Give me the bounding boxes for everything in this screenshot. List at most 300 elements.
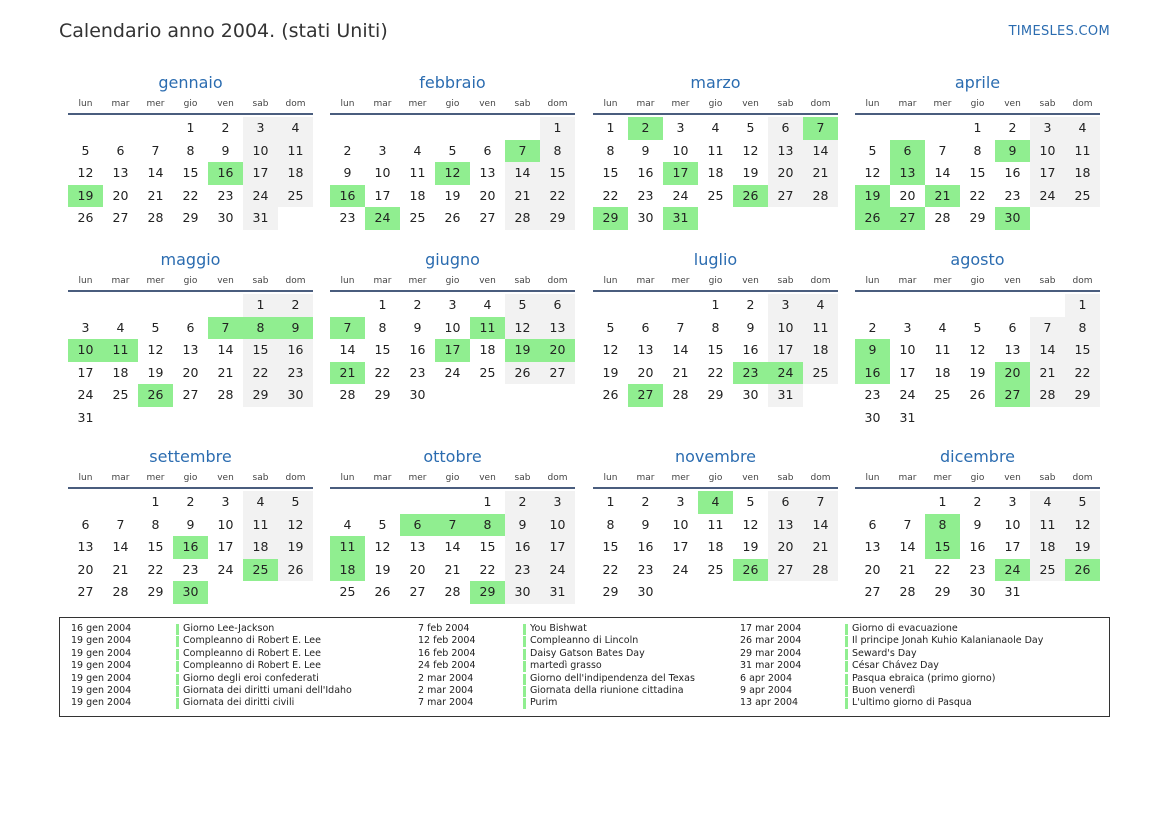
day-cell[interactable]: 4 (278, 117, 313, 140)
day-cell[interactable]: 5 (505, 294, 540, 317)
day-cell[interactable]: 2 (186, 494, 195, 509)
day-cell[interactable]: 18 (112, 364, 129, 380)
day-cell[interactable]: 28 (112, 584, 129, 599)
day-cell[interactable]: 25 (1065, 185, 1100, 208)
day-cell[interactable]: 27 (409, 584, 426, 599)
day-cell[interactable]: 1 (606, 494, 615, 509)
day-cell[interactable]: 20 (540, 339, 575, 362)
day-cell[interactable]: 19 (742, 539, 759, 554)
day-cell[interactable]: 26 (969, 387, 986, 402)
day-cell[interactable]: 11 (707, 142, 724, 158)
day-cell[interactable]: 5 (868, 142, 877, 158)
day-cell[interactable]: 27 (890, 207, 925, 230)
day-cell[interactable]: 10 (899, 342, 916, 357)
day-cell[interactable]: 28 (444, 584, 461, 599)
day-cell[interactable]: 7 (330, 317, 365, 340)
day-cell[interactable]: 19 (1065, 536, 1100, 559)
day-cell[interactable]: 11 (1030, 514, 1065, 537)
day-cell[interactable]: 13 (768, 140, 803, 163)
day-cell[interactable]: 29 (934, 584, 951, 599)
day-cell[interactable]: 13 (864, 539, 881, 554)
day-cell[interactable]: 16 (742, 342, 759, 357)
day-cell[interactable]: 23 (637, 187, 654, 203)
day-cell[interactable]: 6 (81, 516, 90, 532)
day-cell[interactable]: 2 (221, 120, 230, 135)
day-cell[interactable]: 1 (1065, 294, 1100, 317)
day-cell[interactable]: 22 (147, 561, 164, 577)
day-cell[interactable]: 28 (672, 387, 689, 402)
day-cell[interactable]: 15 (540, 162, 575, 185)
day-cell[interactable]: 14 (217, 342, 234, 357)
day-cell[interactable]: 24 (444, 364, 461, 380)
day-cell[interactable]: 10 (374, 165, 391, 180)
day-cell[interactable]: 29 (1065, 384, 1100, 407)
day-cell[interactable]: 20 (899, 187, 916, 203)
day-cell[interactable]: 12 (505, 317, 540, 340)
day-cell[interactable]: 25 (479, 364, 496, 380)
day-cell[interactable]: 8 (973, 142, 982, 158)
day-cell[interactable]: 19 (742, 165, 759, 180)
day-cell[interactable]: 11 (707, 516, 724, 532)
day-cell[interactable]: 3 (676, 494, 685, 509)
day-cell[interactable]: 24 (365, 207, 400, 230)
day-cell[interactable]: 10 (217, 516, 234, 532)
day-cell[interactable]: 12 (1065, 514, 1100, 537)
day-cell[interactable]: 22 (1065, 362, 1100, 385)
day-cell[interactable]: 2 (505, 491, 540, 514)
day-cell[interactable]: 13 (540, 317, 575, 340)
day-cell[interactable]: 3 (903, 319, 912, 335)
day-cell[interactable]: 20 (637, 364, 654, 380)
day-cell[interactable]: 18 (707, 539, 724, 554)
day-cell[interactable]: 7 (505, 140, 540, 163)
day-cell[interactable]: 8 (378, 319, 387, 335)
day-cell[interactable]: 27 (864, 584, 881, 599)
day-cell[interactable]: 4 (938, 319, 947, 335)
day-cell[interactable]: 27 (628, 384, 663, 407)
day-cell[interactable]: 3 (768, 294, 803, 317)
day-cell[interactable]: 24 (768, 362, 803, 385)
day-cell[interactable]: 4 (1065, 117, 1100, 140)
day-cell[interactable]: 20 (864, 561, 881, 577)
day-cell[interactable]: 24 (243, 185, 278, 208)
day-cell[interactable]: 8 (711, 319, 720, 335)
day-cell[interactable]: 3 (1008, 494, 1017, 509)
day-cell[interactable]: 9 (973, 516, 982, 532)
day-cell[interactable]: 14 (505, 162, 540, 185)
day-cell[interactable]: 6 (186, 319, 195, 335)
day-cell[interactable]: 21 (112, 561, 129, 577)
day-cell[interactable]: 26 (505, 362, 540, 385)
day-cell[interactable]: 17 (243, 162, 278, 185)
day-cell[interactable]: 11 (278, 140, 313, 163)
day-cell[interactable]: 20 (768, 536, 803, 559)
day-cell[interactable]: 22 (374, 364, 391, 380)
day-cell[interactable]: 12 (278, 514, 313, 537)
day-cell[interactable]: 15 (602, 165, 619, 180)
day-cell[interactable]: 12 (742, 516, 759, 532)
day-cell[interactable]: 7 (1030, 317, 1065, 340)
day-cell[interactable]: 3 (676, 120, 685, 135)
day-cell[interactable]: 25 (934, 387, 951, 402)
day-cell[interactable]: 26 (733, 185, 768, 208)
day-cell[interactable]: 22 (540, 185, 575, 208)
day-cell[interactable]: 9 (413, 319, 422, 335)
day-cell[interactable]: 16 (409, 342, 426, 357)
day-cell[interactable]: 4 (803, 294, 838, 317)
day-cell[interactable]: 6 (768, 491, 803, 514)
day-cell[interactable]: 24 (77, 387, 94, 402)
day-cell[interactable]: 27 (112, 210, 129, 225)
day-cell[interactable]: 21 (217, 364, 234, 380)
day-cell[interactable]: 20 (112, 187, 129, 203)
day-cell[interactable]: 3 (243, 117, 278, 140)
day-cell[interactable]: 14 (339, 342, 356, 357)
day-cell[interactable]: 6 (540, 294, 575, 317)
day-cell[interactable]: 25 (409, 210, 426, 225)
day-cell[interactable]: 22 (182, 187, 199, 203)
day-cell[interactable]: 10 (444, 319, 461, 335)
day-cell[interactable]: 30 (864, 409, 881, 425)
day-cell[interactable]: 5 (448, 142, 457, 158)
day-cell[interactable]: 15 (602, 539, 619, 554)
day-cell[interactable]: 21 (147, 187, 164, 203)
day-cell[interactable]: 22 (479, 561, 496, 577)
day-cell[interactable]: 13 (409, 539, 426, 554)
day-cell[interactable]: 10 (768, 317, 803, 340)
day-cell[interactable]: 14 (112, 539, 129, 554)
day-cell[interactable]: 28 (147, 210, 164, 225)
day-cell[interactable]: 21 (672, 364, 689, 380)
day-cell[interactable]: 13 (637, 342, 654, 357)
day-cell[interactable]: 23 (505, 559, 540, 582)
day-cell[interactable]: 20 (77, 561, 94, 577)
day-cell[interactable]: 29 (470, 581, 505, 604)
day-cell[interactable]: 10 (1030, 140, 1065, 163)
day-cell[interactable]: 7 (803, 117, 838, 140)
brand-link[interactable]: TIMESLES.COM (1008, 24, 1110, 39)
day-cell[interactable]: 17 (663, 162, 698, 185)
day-cell[interactable]: 5 (973, 319, 982, 335)
day-cell[interactable]: 9 (221, 142, 230, 158)
day-cell[interactable]: 9 (995, 140, 1030, 163)
day-cell[interactable]: 10 (1004, 516, 1021, 532)
day-cell[interactable]: 26 (77, 210, 94, 225)
day-cell[interactable]: 6 (868, 516, 877, 532)
day-cell[interactable]: 27 (995, 384, 1030, 407)
day-cell[interactable]: 15 (243, 339, 278, 362)
day-cell[interactable]: 15 (147, 539, 164, 554)
day-cell[interactable]: 5 (746, 494, 755, 509)
day-cell[interactable]: 24 (899, 387, 916, 402)
day-cell[interactable]: 1 (243, 294, 278, 317)
day-cell[interactable]: 21 (444, 561, 461, 577)
day-cell[interactable]: 31 (768, 384, 803, 407)
day-cell[interactable]: 26 (138, 384, 173, 407)
day-cell[interactable]: 27 (479, 210, 496, 225)
day-cell[interactable]: 29 (969, 210, 986, 225)
day-cell[interactable]: 4 (343, 516, 352, 532)
day-cell[interactable]: 17 (1004, 539, 1021, 554)
day-cell[interactable]: 22 (602, 187, 619, 203)
day-cell[interactable]: 21 (803, 536, 838, 559)
day-cell[interactable]: 7 (938, 142, 947, 158)
day-cell[interactable]: 3 (378, 142, 387, 158)
day-cell[interactable]: 31 (540, 581, 575, 604)
day-cell[interactable]: 17 (1030, 162, 1065, 185)
day-cell[interactable]: 24 (540, 559, 575, 582)
day-cell[interactable]: 13 (77, 539, 94, 554)
day-cell[interactable]: 25 (707, 561, 724, 577)
day-cell[interactable]: 26 (444, 210, 461, 225)
day-cell[interactable]: 23 (637, 561, 654, 577)
day-cell[interactable]: 19 (147, 364, 164, 380)
day-cell[interactable]: 2 (1008, 120, 1017, 135)
day-cell[interactable]: 17 (217, 539, 234, 554)
day-cell[interactable]: 18 (934, 364, 951, 380)
day-cell[interactable]: 26 (278, 559, 313, 582)
day-cell[interactable]: 8 (470, 514, 505, 537)
day-cell[interactable]: 29 (147, 584, 164, 599)
day-cell[interactable]: 26 (733, 559, 768, 582)
day-cell[interactable]: 3 (221, 494, 230, 509)
day-cell[interactable]: 12 (602, 342, 619, 357)
day-cell[interactable]: 2 (343, 142, 352, 158)
day-cell[interactable]: 28 (803, 185, 838, 208)
day-cell[interactable]: 16 (173, 536, 208, 559)
day-cell[interactable]: 9 (641, 516, 650, 532)
day-cell[interactable]: 22 (243, 362, 278, 385)
day-cell[interactable]: 9 (343, 165, 352, 180)
day-cell[interactable]: 30 (995, 207, 1030, 230)
day-cell[interactable]: 25 (243, 559, 278, 582)
day-cell[interactable]: 6 (641, 319, 650, 335)
day-cell[interactable]: 22 (969, 187, 986, 203)
day-cell[interactable]: 7 (803, 491, 838, 514)
day-cell[interactable]: 10 (540, 514, 575, 537)
day-cell[interactable]: 6 (483, 142, 492, 158)
day-cell[interactable]: 18 (330, 559, 365, 582)
day-cell[interactable]: 9 (641, 142, 650, 158)
day-cell[interactable]: 19 (505, 339, 540, 362)
day-cell[interactable]: 23 (409, 364, 426, 380)
day-cell[interactable]: 4 (413, 142, 422, 158)
day-cell[interactable]: 12 (864, 165, 881, 180)
day-cell[interactable]: 1 (938, 494, 947, 509)
day-cell[interactable]: 17 (374, 187, 391, 203)
day-cell[interactable]: 2 (868, 319, 877, 335)
day-cell[interactable]: 17 (672, 539, 689, 554)
day-cell[interactable]: 6 (116, 142, 125, 158)
day-cell[interactable]: 30 (217, 210, 234, 225)
day-cell[interactable]: 30 (505, 581, 540, 604)
day-cell[interactable]: 20 (768, 162, 803, 185)
day-cell[interactable]: 14 (803, 140, 838, 163)
day-cell[interactable]: 25 (803, 362, 838, 385)
day-cell[interactable]: 16 (208, 162, 243, 185)
day-cell[interactable]: 15 (1065, 339, 1100, 362)
day-cell[interactable]: 3 (81, 319, 90, 335)
day-cell[interactable]: 1 (483, 494, 492, 509)
day-cell[interactable]: 14 (672, 342, 689, 357)
day-cell[interactable]: 25 (278, 185, 313, 208)
day-cell[interactable]: 11 (103, 339, 138, 362)
day-cell[interactable]: 1 (711, 297, 720, 312)
day-cell[interactable]: 23 (733, 362, 768, 385)
day-cell[interactable]: 2 (413, 297, 422, 312)
day-cell[interactable]: 15 (182, 165, 199, 180)
day-cell[interactable]: 2 (973, 494, 982, 509)
day-cell[interactable]: 8 (606, 142, 615, 158)
day-cell[interactable]: 14 (934, 165, 951, 180)
day-cell[interactable]: 28 (339, 387, 356, 402)
day-cell[interactable]: 28 (899, 584, 916, 599)
day-cell[interactable]: 14 (899, 539, 916, 554)
day-cell[interactable]: 4 (116, 319, 125, 335)
day-cell[interactable]: 30 (969, 584, 986, 599)
day-cell[interactable]: 12 (147, 342, 164, 357)
day-cell[interactable]: 24 (672, 561, 689, 577)
day-cell[interactable]: 3 (540, 491, 575, 514)
day-cell[interactable]: 2 (628, 117, 663, 140)
day-cell[interactable]: 4 (243, 491, 278, 514)
day-cell[interactable]: 8 (925, 514, 960, 537)
day-cell[interactable]: 12 (969, 342, 986, 357)
day-cell[interactable]: 5 (81, 142, 90, 158)
day-cell[interactable]: 15 (969, 165, 986, 180)
day-cell[interactable]: 14 (1030, 339, 1065, 362)
day-cell[interactable]: 30 (278, 384, 313, 407)
day-cell[interactable]: 19 (68, 185, 103, 208)
day-cell[interactable]: 24 (995, 559, 1030, 582)
day-cell[interactable]: 28 (934, 210, 951, 225)
day-cell[interactable]: 28 (217, 387, 234, 402)
day-cell[interactable]: 26 (374, 584, 391, 599)
day-cell[interactable]: 18 (1030, 536, 1065, 559)
day-cell[interactable]: 25 (112, 387, 129, 402)
day-cell[interactable]: 5 (278, 491, 313, 514)
day-cell[interactable]: 6 (890, 140, 925, 163)
day-cell[interactable]: 27 (540, 362, 575, 385)
day-cell[interactable]: 30 (409, 387, 426, 402)
day-cell[interactable]: 16 (278, 339, 313, 362)
day-cell[interactable]: 16 (637, 165, 654, 180)
day-cell[interactable]: 19 (374, 561, 391, 577)
day-cell[interactable]: 30 (637, 210, 654, 225)
day-cell[interactable]: 16 (855, 362, 890, 385)
day-cell[interactable]: 17 (77, 364, 94, 380)
day-cell[interactable]: 5 (1065, 491, 1100, 514)
day-cell[interactable]: 15 (374, 342, 391, 357)
day-cell[interactable]: 16 (637, 539, 654, 554)
day-cell[interactable]: 23 (182, 561, 199, 577)
day-cell[interactable]: 18 (803, 339, 838, 362)
day-cell[interactable]: 15 (925, 536, 960, 559)
day-cell[interactable]: 8 (151, 516, 160, 532)
day-cell[interactable]: 22 (707, 364, 724, 380)
day-cell[interactable]: 17 (768, 339, 803, 362)
day-cell[interactable]: 25 (1030, 559, 1065, 582)
day-cell[interactable]: 24 (672, 187, 689, 203)
day-cell[interactable]: 27 (768, 559, 803, 582)
day-cell[interactable]: 16 (505, 536, 540, 559)
day-cell[interactable]: 4 (711, 120, 720, 135)
day-cell[interactable]: 26 (602, 387, 619, 402)
day-cell[interactable]: 18 (409, 187, 426, 203)
day-cell[interactable]: 23 (864, 387, 881, 402)
day-cell[interactable]: 29 (602, 584, 619, 599)
day-cell[interactable]: 15 (479, 539, 496, 554)
day-cell[interactable]: 30 (173, 581, 208, 604)
day-cell[interactable]: 19 (969, 364, 986, 380)
day-cell[interactable]: 28 (505, 207, 540, 230)
day-cell[interactable]: 10 (672, 142, 689, 158)
day-cell[interactable]: 6 (400, 514, 435, 537)
day-cell[interactable]: 22 (602, 561, 619, 577)
day-cell[interactable]: 21 (505, 185, 540, 208)
day-cell[interactable]: 3 (448, 297, 457, 312)
day-cell[interactable]: 29 (243, 384, 278, 407)
day-cell[interactable]: 23 (1004, 187, 1021, 203)
day-cell[interactable]: 11 (1065, 140, 1100, 163)
day-cell[interactable]: 7 (435, 514, 470, 537)
day-cell[interactable]: 16 (1004, 165, 1021, 180)
day-cell[interactable]: 20 (182, 364, 199, 380)
day-cell[interactable]: 23 (339, 210, 356, 225)
day-cell[interactable]: 25 (339, 584, 356, 599)
day-cell[interactable]: 21 (1030, 362, 1065, 385)
day-cell[interactable]: 1 (378, 297, 387, 312)
day-cell[interactable]: 2 (641, 494, 650, 509)
day-cell[interactable]: 18 (1065, 162, 1100, 185)
day-cell[interactable]: 31 (1004, 584, 1021, 599)
day-cell[interactable]: 5 (746, 120, 755, 135)
day-cell[interactable]: 29 (707, 387, 724, 402)
day-cell[interactable]: 17 (540, 536, 575, 559)
day-cell[interactable]: 13 (768, 514, 803, 537)
day-cell[interactable]: 10 (68, 339, 103, 362)
day-cell[interactable]: 9 (505, 514, 540, 537)
day-cell[interactable]: 2 (746, 297, 755, 312)
day-cell[interactable]: 9 (186, 516, 195, 532)
day-cell[interactable]: 29 (540, 207, 575, 230)
day-cell[interactable]: 23 (278, 362, 313, 385)
day-cell[interactable]: 30 (637, 584, 654, 599)
day-cell[interactable]: 7 (208, 317, 243, 340)
day-cell[interactable]: 14 (444, 539, 461, 554)
day-cell[interactable]: 1 (606, 120, 615, 135)
day-cell[interactable]: 7 (903, 516, 912, 532)
day-cell[interactable]: 31 (899, 409, 916, 425)
day-cell[interactable]: 20 (995, 362, 1030, 385)
day-cell[interactable]: 8 (606, 516, 615, 532)
day-cell[interactable]: 28 (1030, 384, 1065, 407)
day-cell[interactable]: 18 (479, 342, 496, 357)
day-cell[interactable]: 26 (1065, 559, 1100, 582)
day-cell[interactable]: 13 (112, 165, 129, 180)
day-cell[interactable]: 28 (803, 559, 838, 582)
day-cell[interactable]: 9 (278, 317, 313, 340)
day-cell[interactable]: 10 (672, 516, 689, 532)
day-cell[interactable]: 13 (479, 165, 496, 180)
day-cell[interactable]: 21 (803, 162, 838, 185)
day-cell[interactable]: 4 (698, 491, 733, 514)
day-cell[interactable]: 18 (278, 162, 313, 185)
day-cell[interactable]: 11 (409, 165, 426, 180)
day-cell[interactable]: 7 (151, 142, 160, 158)
day-cell[interactable]: 12 (435, 162, 470, 185)
day-cell[interactable]: 17 (435, 339, 470, 362)
